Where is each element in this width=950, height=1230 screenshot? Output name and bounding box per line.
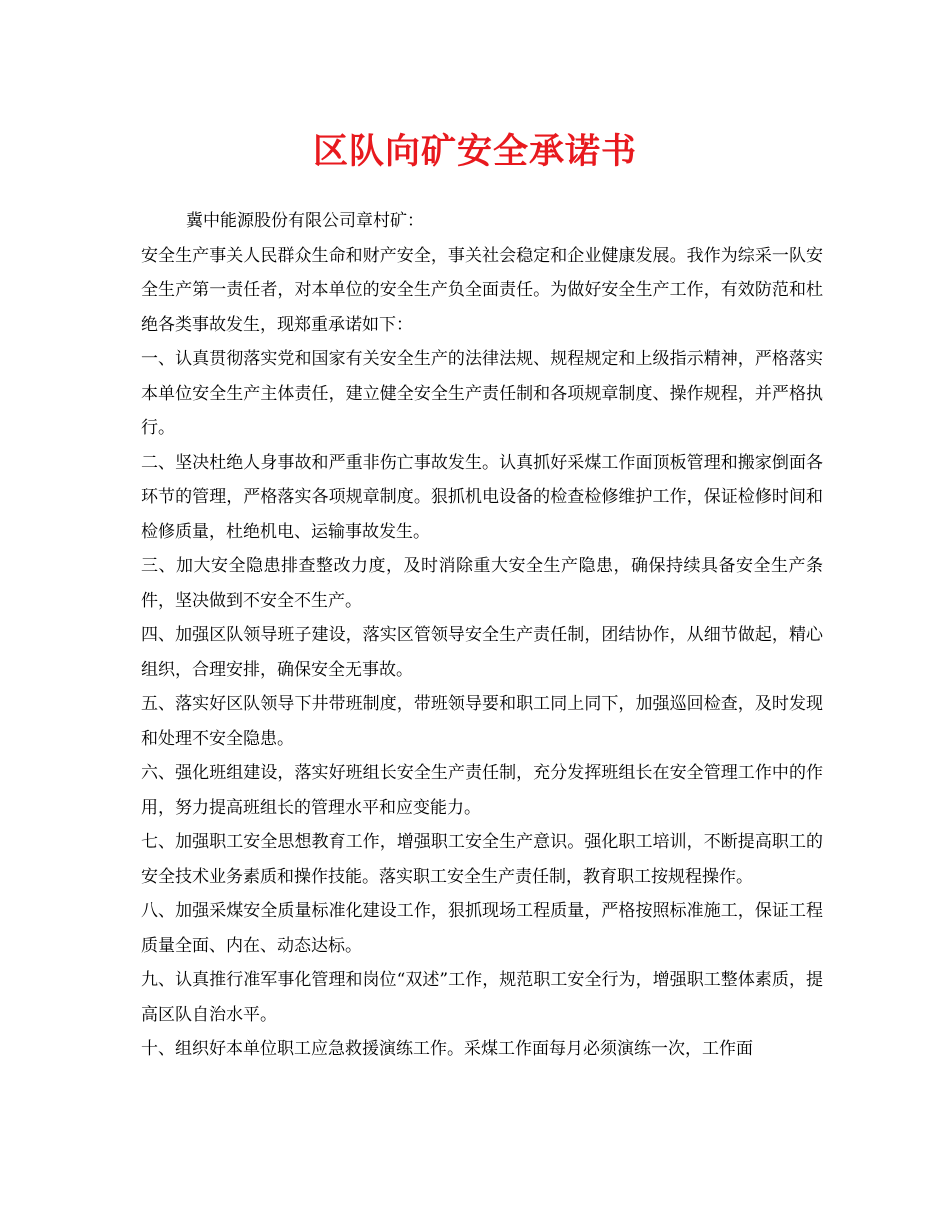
commitment-item-10: 十、组织好本单位职工应急救援演练工作。采煤工作面每月必须演练一次，工作面 [141,1039,753,1059]
commitment-item-4: 四、加强区队领导班子建设，落实区管领导安全生产责任制，团结协作，从细节做起，精心组织，合理安排，确保安全无事故。 [141,625,823,680]
commitment-item-8: 八、加强采煤安全质量标准化建设工作，狠抓现场工程质量，严格按照标准施工，保证工程质量全面、内在、动态达标。 [141,901,823,956]
commitment-item-2: 二、坚决杜绝人身事故和严重非伤亡事故发生。认真抓好采煤工作面顶板管理和搬家倒面各环节的管理，严格落实各项规章制度。狠抓机电设备的检查检修维护工作，保证检修时间和检修质量，杜绝机电、运输事故发生。 [141,452,823,542]
commitment-item-1: 一、认真贯彻落实党和国家有关安全生产的法律法规、规程规定和上级指示精神，严格落实本单位安全生产主体责任，建立健全安全生产责任制和各项规章制度、操作规程，并严格执行。 [141,349,823,438]
commitment-item-3: 三、加大安全隐患排查整改力度，及时消除重大安全生产隐患，确保持续具备安全生产条件，坚决做到不安全不生产。 [141,556,823,611]
salutation: 冀中能源股份有限公司章村矿： [186,211,424,231]
document-body [141,204,823,1067]
commitment-item-5: 五、落实好区队领导下井带班制度，带班领导要和职工同上同下，加强巡回检查，及时发现和处理不安全隐患。 [141,694,823,749]
commitment-item-7: 七、加强职工安全思想教育工作，增强职工安全生产意识。强化职工培训，不断提高职工的安全技术业务素质和操作技能。落实职工安全生产责任制，教育职工按规程操作。 [141,832,823,887]
intro-paragraph: 安全生产事关人民群众生命和财产安全，事关社会稳定和企业健康发展。我作为综采一队安全生产第一责任者，对本单位的安全生产负全面责任。为做好安全生产工作，有效防范和杜绝各类事故发生，现郑重承诺如下： [141,245,823,335]
commitment-item-9: 九、认真推行准军事化管理和岗位“双述”工作，规范职工安全行为，增强职工整体素质，提高区队自治水平。 [141,970,823,1025]
document-title: 区队向矿安全承诺书 [312,131,637,172]
commitment-item-6: 六、强化班组建设，落实好班组长安全生产责任制，充分发挥班组长在安全管理工作中的作用，努力提高班组长的管理水平和应变能力。 [141,763,823,818]
